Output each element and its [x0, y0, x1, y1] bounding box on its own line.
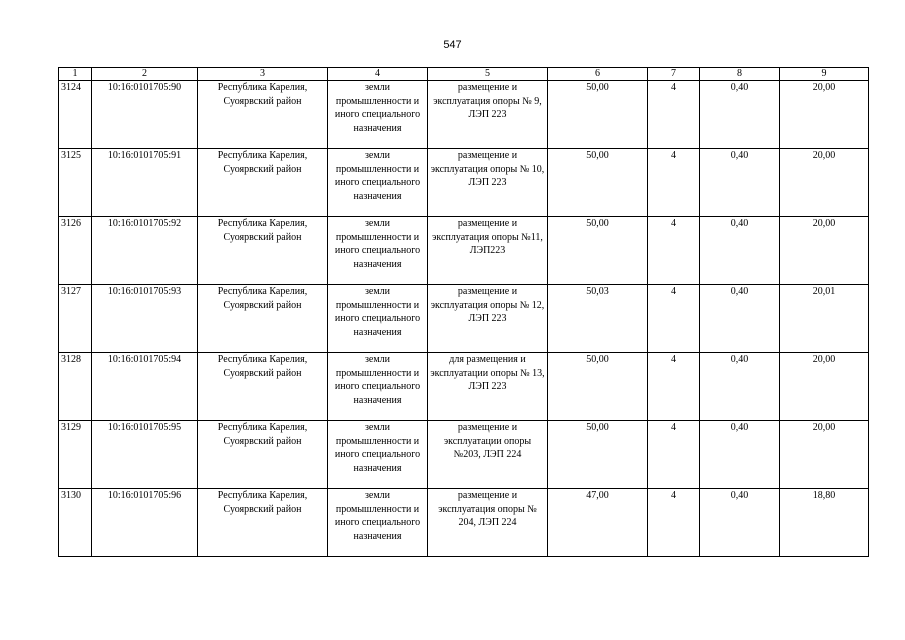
cadastral-number-cell: 10:16:0101705:94: [92, 353, 198, 421]
header-cell-6: 6: [548, 68, 648, 81]
location-cell: Республика Карелия, Суоярвский район: [198, 353, 328, 421]
page-number: 547: [443, 39, 462, 51]
row-number-cell: 3128: [59, 353, 92, 421]
area-cell: 50,00: [548, 421, 648, 489]
column-8-cell: 0,40: [700, 217, 780, 285]
column-9-cell: 20,00: [780, 421, 869, 489]
column-7-cell: 4: [648, 149, 700, 217]
location-cell: Республика Карелия, Суоярвский район: [198, 285, 328, 353]
row-number-cell: 3124: [59, 81, 92, 149]
table-body: [59, 81, 869, 557]
land-category-cell: земли промышленности и иного специального назначения: [328, 421, 428, 489]
area-cell: 50,00: [548, 217, 648, 285]
column-9-cell: 20,00: [780, 81, 869, 149]
column-7-cell: 4: [648, 353, 700, 421]
location-cell: Республика Карелия, Суоярвский район: [198, 489, 328, 557]
table-row: [59, 489, 869, 557]
column-9-cell: 20,00: [780, 149, 869, 217]
land-category-cell: земли промышленности и иного специального назначения: [328, 217, 428, 285]
table-row: [59, 81, 869, 149]
header-cell-7: 7: [648, 68, 700, 81]
permitted-use-cell: для размещения и эксплуатации опоры № 13, ЛЭП 223: [428, 353, 548, 421]
table-header: [59, 68, 869, 81]
row-number-cell: 3130: [59, 489, 92, 557]
header-cell-2: 2: [92, 68, 198, 81]
column-7-cell: 4: [648, 421, 700, 489]
area-cell: 50,00: [548, 353, 648, 421]
land-category-cell: земли промышленности и иного специального назначения: [328, 489, 428, 557]
row-number-cell: 3129: [59, 421, 92, 489]
location-cell: Республика Карелия, Суоярвский район: [198, 81, 328, 149]
header-cell-1: 1: [59, 68, 92, 81]
area-cell: 50,00: [548, 149, 648, 217]
column-8-cell: 0,40: [700, 149, 780, 217]
area-cell: 50,03: [548, 285, 648, 353]
cadastral-number-cell: 10:16:0101705:96: [92, 489, 198, 557]
header-cell-8: 8: [700, 68, 780, 81]
cadastral-number-cell: 10:16:0101705:91: [92, 149, 198, 217]
column-9-cell: 20,00: [780, 353, 869, 421]
column-8-cell: 0,40: [700, 285, 780, 353]
permitted-use-cell: размещение и эксплуатация опоры № 204, ЛЭП 224: [428, 489, 548, 557]
column-8-cell: 0,40: [700, 489, 780, 557]
land-category-cell: земли промышленности и иного специального назначения: [328, 81, 428, 149]
location-cell: Республика Карелия, Суоярвский район: [198, 217, 328, 285]
permitted-use-cell: размещение и эксплуатации опоры №203, ЛЭП 224: [428, 421, 548, 489]
land-registry-table: [58, 67, 869, 557]
location-cell: Республика Карелия, Суоярвский район: [198, 149, 328, 217]
table-row: [59, 285, 869, 353]
permitted-use-cell: размещение и эксплуатация опоры № 10, ЛЭП 223: [428, 149, 548, 217]
area-cell: 50,00: [548, 81, 648, 149]
land-category-cell: земли промышленности и иного специального назначения: [328, 353, 428, 421]
row-number-cell: 3126: [59, 217, 92, 285]
permitted-use-cell: размещение и эксплуатация опоры №11, ЛЭП223: [428, 217, 548, 285]
header-row: [59, 68, 869, 81]
column-8-cell: 0,40: [700, 81, 780, 149]
area-cell: 47,00: [548, 489, 648, 557]
column-8-cell: 0,40: [700, 353, 780, 421]
table-row: [59, 353, 869, 421]
column-7-cell: 4: [648, 285, 700, 353]
column-7-cell: 4: [648, 217, 700, 285]
column-7-cell: 4: [648, 81, 700, 149]
table-row: [59, 217, 869, 285]
header-cell-4: 4: [328, 68, 428, 81]
header-cell-9: 9: [780, 68, 869, 81]
land-category-cell: земли промышленности и иного специального назначения: [328, 285, 428, 353]
row-number-cell: 3125: [59, 149, 92, 217]
permitted-use-cell: размещение и эксплуатация опоры № 12, ЛЭП 223: [428, 285, 548, 353]
column-7-cell: 4: [648, 489, 700, 557]
cadastral-number-cell: 10:16:0101705:93: [92, 285, 198, 353]
column-9-cell: 20,01: [780, 285, 869, 353]
row-number-cell: 3127: [59, 285, 92, 353]
table-row: [59, 149, 869, 217]
cadastral-number-cell: 10:16:0101705:90: [92, 81, 198, 149]
column-9-cell: 18,80: [780, 489, 869, 557]
header-cell-3: 3: [198, 68, 328, 81]
column-8-cell: 0,40: [700, 421, 780, 489]
column-9-cell: 20,00: [780, 217, 869, 285]
location-cell: Республика Карелия, Суоярвский район: [198, 421, 328, 489]
cadastral-number-cell: 10:16:0101705:95: [92, 421, 198, 489]
cadastral-number-cell: 10:16:0101705:92: [92, 217, 198, 285]
header-cell-5: 5: [428, 68, 548, 81]
land-category-cell: земли промышленности и иного специального назначения: [328, 149, 428, 217]
table-row: [59, 421, 869, 489]
permitted-use-cell: размещение и эксплуатация опоры № 9, ЛЭП 223: [428, 81, 548, 149]
